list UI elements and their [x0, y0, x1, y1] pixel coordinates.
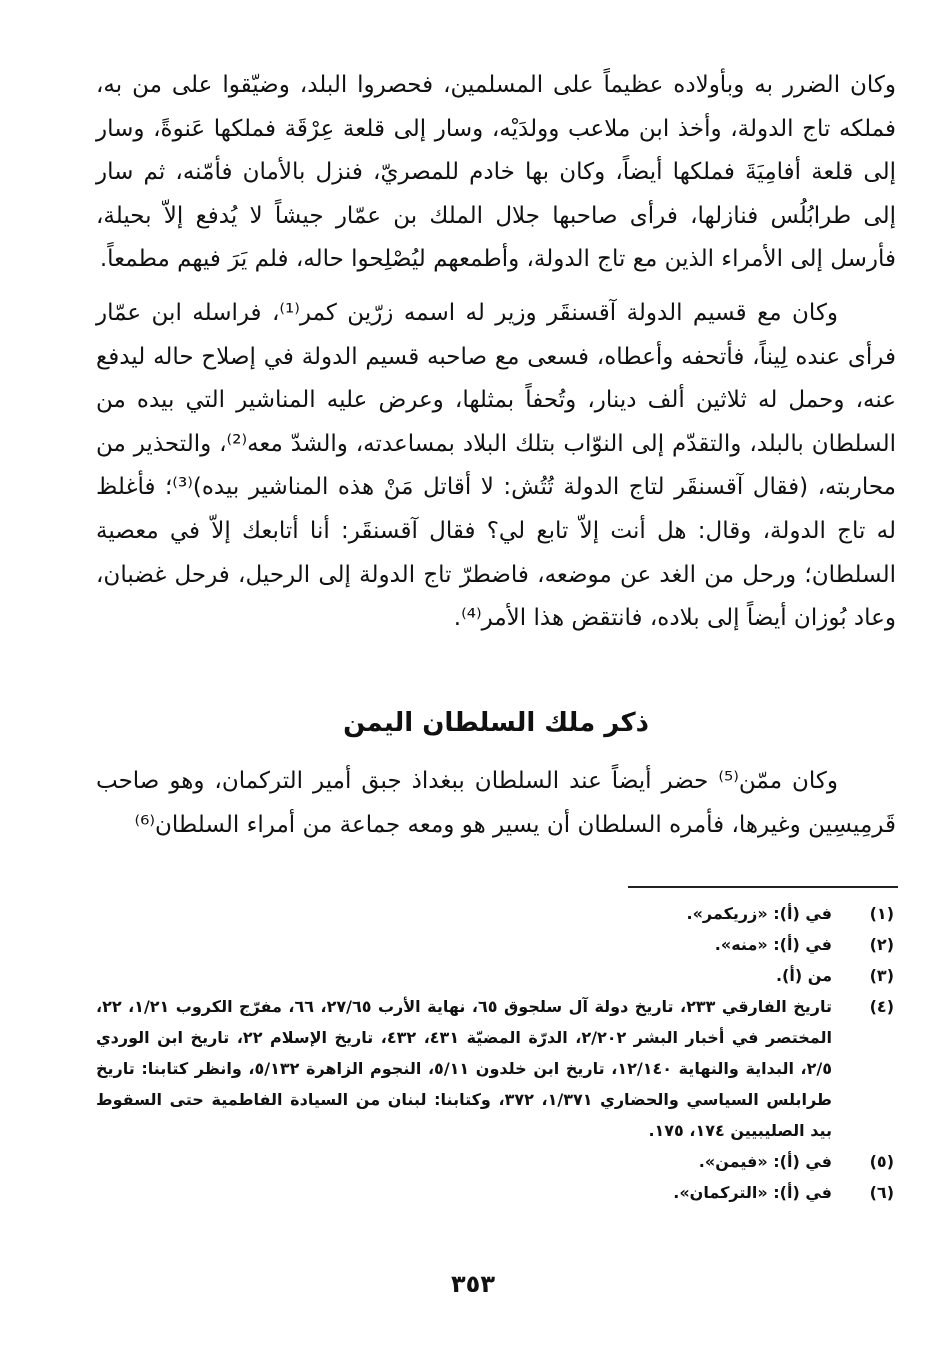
footnote [96, 1177, 896, 1208]
footnote [96, 898, 896, 929]
footnote-number: (٦) [869, 1183, 894, 1202]
footnote-text: تاريخ الفارقي ٢٣٣، تاريخ دولة آل سلجوق ٦٥، نهاية الأرب ٢٧/٦٥، ٦٦، مفرّج الكروب ١/٢١، ٢٢، المختصر في أخبار البشر ٢/٢٠٢، الدرّة المضيّة ٤٣١، ٤٣٢، تاريخ الإسلام ٢٢، تاريخ ابن الوردي ٢/٥، البداية والنهاية ١٢/١٤٠، تاريخ ابن خلدون ٥/١١، النجوم الزاهرة ٥/١٣٢، وانظر كتابنا: تاريخ طرابلس السياسي والحضاري ١/٣٧١، ٣٧٢، وكتابنا: لبنان من السيادة الفاطمية حتى السقوط بيد الصليبيين ١٧٤، ١٧٥. [96, 997, 833, 1140]
footnote-number: (٥) [869, 1152, 894, 1171]
footnote-separator [628, 886, 898, 888]
page-number: ٣٥٣ [451, 1270, 495, 1298]
paragraph-2: وكان مع قسيم الدولة آقسنقَر وزير له اسمه زرّين كمر⁽¹⁾، فراسله ابن عمّار فرأى عنده لِيناً، فأتحفه وأعطاه، فسعى مع صاحبه قسيم الدولة في إصلاح حاله ليدفع عنه، وحمل له ثلاثين ألف دينار، وتُحفاً بمثلها، وعرض عليه المناشير التي بيده من السلطان بالبلد، والتقدّم إلى النوّاب بتلك البلاد بمساعدته، والشدّ معه⁽²⁾، والتحذير من محاربته، (فقال آقسنقَر لتاج الدولة تُتُش: لا أقاتل مَنْ هذه المناشير بيده)⁽³⁾؛ فأغلظ له تاج الدولة، وقال: هل أنت إلاّ تابع لي؟ فقال آقسنقَر: أنا أتابعك إلاّ في معصية السلطان؛ ورحل من الغد عن موضعه، فاضطرّ تاج الدولة إلى الرحيل، فرحل غضبان، وعاد بُوزان أيضاً إلى بلاده، فانتقض هذا الأمر⁽⁴⁾. [96, 299, 897, 632]
footnote [96, 929, 896, 960]
footnote-text: في (أ): «التركمان». [673, 1183, 832, 1202]
footnote-number: (٤) [869, 997, 894, 1016]
paragraph-1: وكان الضرر به وبأولاده عظيماً على المسلمين، فحصروا البلد، وضيّقوا على من به، فملكه تاج الدولة، وأخذ ابن ملاعب وولدَيْه، وسار إلى قلعة عِرْقَة فملكها عَنوةً، وسار إلى قلعة أفامِيَةَ فملكها أيضاً، وكان بها خادم للمصريّ، فنزل بالأمان فأمّنه، ثم سار إلى طرابُلُس فنازلها، فرأى صاحبها جلال الملك بن عمّار جيشاً لا يُدفع إلاّ بحيلة، فأرسل إلى الأمراء الذين مع تاج الدولة، وأطمعهم ليُصْلِحوا حاله، فلم يَرَ فيهم مطمعاً. [96, 72, 896, 273]
footnote-number: (٢) [869, 935, 894, 954]
paragraph-3: وكان ممّن⁽⁵⁾ حضر أيضاً عند السلطان ببغداذ جبق أمير التركمان، وهو صاحب قَرمِيسِين وغيرها، فأمره السلطان أن يسير هو ومعه جماعة من أمراء السلطان⁽⁶⁾ [96, 768, 896, 838]
footnote [96, 991, 896, 1146]
footnote-text: في (أ): «فيمن». [698, 1152, 832, 1171]
footnote-number: (٣) [869, 966, 894, 985]
footnote-text: في (أ): «منه». [714, 935, 832, 954]
footnote-text: في (أ): «زريكمر». [686, 904, 832, 923]
footnotes [96, 898, 896, 1208]
footnote-number: (١) [869, 904, 894, 923]
main-text-top [96, 64, 896, 641]
footnote-text: من (أ). [775, 966, 832, 985]
footnote [96, 1146, 896, 1177]
footnote [96, 960, 896, 991]
section-heading: ذكر ملك السلطان اليمن [343, 708, 649, 738]
main-text-bottom [96, 760, 896, 847]
